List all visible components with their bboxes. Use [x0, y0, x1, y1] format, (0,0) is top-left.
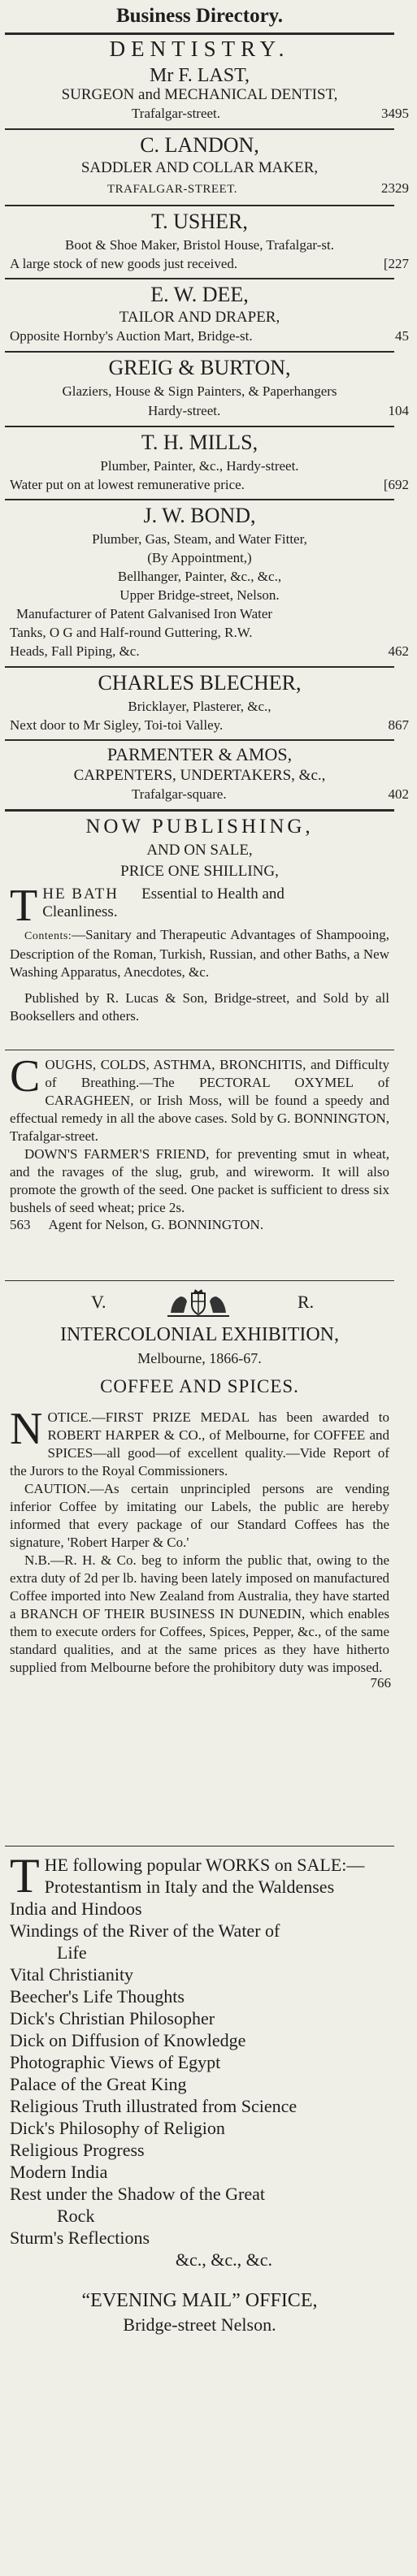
greig-line1: Glaziers, House & Sign Painters, & Paperhangers	[62, 383, 337, 399]
greig-address: Hardy-street.	[148, 403, 221, 418]
royal-coat-of-arms-icon	[159, 1287, 237, 1319]
coffee-heading: COFFEE AND SPICES.	[100, 1376, 299, 1396]
coughs-para1: OUGHS, COLDS, ASTHMA, BRONCHITIS, and Difficulty of Breathing.—The PECTORAL OXYMEL of CARAGHEEN, or Irish Moss, will be found a speedy and effectual remedy in all the above cases. Sold by G. BONNINGTON, Trafalgar-street.	[10, 1057, 389, 1144]
greig-ref: 104	[388, 403, 409, 418]
bond-line7-row	[0, 643, 417, 660]
rule-3	[5, 278, 394, 279]
bond-line1: Plumber, Gas, Steam, and Water Fitter,	[92, 531, 307, 547]
works-item: Dick on Diffusion of Knowledge	[10, 2030, 246, 2050]
coughs-ref: 563	[10, 1217, 31, 1232]
works-item: Modern India	[10, 2162, 108, 2182]
works-item: Religious Truth illustrated from Science	[10, 2096, 298, 2116]
works-office: “EVENING MAIL” OFFICE,	[81, 2290, 318, 2311]
dee-address-row	[0, 328, 417, 344]
bath-publishing: NOW PUBLISHING,	[85, 816, 314, 838]
rule-1	[5, 128, 394, 130]
bond-line2: (By Appointment,)	[147, 550, 252, 565]
works-item: Dick's Christian Philosopher	[10, 2008, 215, 2028]
bond-line6: Tanks, O G and Half-round Guttering, R.W.	[10, 625, 253, 640]
parmenter-address-row	[0, 786, 417, 803]
parmenter-ref: 402	[388, 786, 409, 802]
dentist-name: Mr F. LAST,	[150, 65, 250, 86]
parmenter-occupation: CARPENTERS, UNDERTAKERS, &c.,	[73, 767, 326, 784]
coffee-ref: 766	[370, 1675, 391, 1691]
bond-line7: Heads, Fall Piping, &c.	[10, 643, 140, 659]
works-advert	[0, 1849, 399, 2336]
mills-ref: [692	[383, 477, 409, 492]
exhibition-title: INTERCOLONIAL EXHIBITION,	[59, 1324, 340, 1345]
coughs-advert	[0, 1051, 399, 1233]
exhibition-place: Melbourne, 1866-67.	[137, 1350, 262, 1366]
bath-title-cont: Cleanliness.	[42, 903, 118, 920]
bond-name: J. W. BOND,	[143, 504, 256, 527]
usher-ref: [227	[383, 256, 409, 271]
mills-line2: Water put on at lowest remunerative price.	[10, 477, 245, 492]
dentist-address-row	[0, 106, 417, 122]
bath-advert	[0, 881, 399, 1025]
parmenter-name: PARMENTER & AMOS,	[106, 744, 293, 764]
mills-name: T. H. MILLS,	[141, 431, 258, 454]
bond-line4: Upper Bridge-street, Nelson.	[119, 587, 280, 603]
usher-line1: Boot & Shoe Maker, Bristol House, Trafalgar-st.	[65, 237, 334, 253]
dee-name: E. W. DEE,	[150, 283, 249, 306]
bath-title-rest: Essential to Health and	[141, 885, 285, 903]
rule-8	[5, 739, 394, 741]
coffee-nb: N.B.—R. H. & Co. beg to inform the public that, owing to the extra duty of 2d per lb. having been lately imposed on manufactured Coffee imported into New Zealand from Australia, they have started a BRANCH OF THEIR BUSINESS IN DUNEDIN, which enables them to execute orders for Coffees, Spices, Pepper, &c., of the same standard qualities, and at the same prices as they have hitherto supplied from Melbourne before the prohibitory duty was imposed.	[10, 1552, 389, 1675]
mills-line2-row	[0, 477, 417, 493]
dentist-occupation: SURGEON and MECHANICAL DENTIST,	[61, 86, 338, 103]
blecher-line1: Bricklayer, Plasterer, &c.,	[128, 699, 271, 714]
blecher-ref: 867	[388, 717, 409, 733]
dee-occupation: TAILOR AND DRAPER,	[119, 309, 280, 326]
coughs-para2: DOWN'S FARMER'S FRIEND, for preventing smut in wheat, and the ravages of the slug, grub, and wireworm. It will also promote the growth of the seed. One packet is sufficient to dress six bushels of seed wheat; price 2s.	[10, 1146, 389, 1215]
works-etc: &c., &c., &c.	[175, 2249, 273, 2270]
works-item: Protestantism in Italy and the Waldenses	[44, 1877, 335, 1897]
header-rule	[5, 32, 394, 35]
rule-4	[5, 351, 394, 353]
bath-title: HE BATH	[42, 885, 119, 903]
rule-5	[5, 426, 394, 427]
blecher-line2-row	[0, 717, 417, 734]
rule-2	[5, 205, 394, 206]
works-item: Palace of the Great King	[10, 2074, 187, 2094]
coughs-agent: Agent for Nelson, G. BONNINGTON.	[48, 1217, 264, 1232]
dentist-address: Trafalgar-street.	[132, 106, 221, 121]
crest-left: V.	[91, 1292, 106, 1312]
dentistry-heading: DENTISTRY.	[109, 37, 290, 61]
rule-7	[5, 666, 394, 668]
bond-line3: Bellhanger, Painter, &c., &c.,	[117, 569, 282, 584]
parmenter-address: Trafalgar-square.	[132, 786, 227, 802]
coffee-caution: CAUTION.—As certain unprincipled persons are vending inferior Coffee by imitating our Labels, the public are hereby informed that every package of our Standard Coffees has the signature, 'Robert Harper & Co.'	[10, 1481, 389, 1550]
works-item: Life	[57, 1942, 87, 1963]
works-item: Sturm's Reflections	[10, 2227, 150, 2248]
works-item: Rest under the Shadow of the Great	[10, 2184, 266, 2204]
blecher-name: CHARLES BLECHER,	[98, 671, 302, 695]
works-item: Vital Christianity	[10, 1964, 134, 1985]
works-list	[0, 1876, 399, 2249]
usher-name: T. USHER,	[151, 210, 248, 233]
rule-11	[5, 1280, 394, 1281]
crest-row	[0, 1287, 399, 1319]
works-item: Dick's Philosophy of Religion	[10, 2118, 225, 2138]
works-item: India and Hindoos	[10, 1898, 142, 1919]
bath-published: Published by R. Lucas & Son, Bridge-street, and Sold by all Booksellers and others.	[10, 990, 389, 1024]
rule-6	[5, 499, 394, 500]
dentist-ref: 3495	[381, 106, 409, 121]
coffee-notice: OTICE.—FIRST PRIZE MEDAL has been awarded to ROBERT HARPER & CO., of Melbourne, for COFFEE and SPICES—all good—of excellent quality.—Vide Report of the Jurors to the Royal Commissioners.	[10, 1409, 389, 1478]
bond-line5: Manufacturer of Patent Galvanised Iron Water	[16, 606, 273, 621]
usher-line2: A large stock of new goods just received.	[10, 256, 238, 271]
bath-price: PRICE ONE SHILLING,	[120, 863, 279, 880]
bath-on-sale: AND ON SALE,	[146, 842, 253, 859]
greig-address-row	[0, 403, 417, 419]
coughs-dropcap: C	[10, 1051, 41, 1102]
landon-name: C. LANDON,	[140, 133, 259, 157]
usher-line2-row	[0, 256, 417, 272]
works-dropcap: T	[10, 1849, 40, 1903]
rule-9	[5, 809, 394, 812]
landon-address-row	[0, 180, 417, 197]
blecher-line2: Next door to Mr Sigley, Toi-toi Valley.	[10, 717, 224, 733]
works-item: Rock	[57, 2206, 95, 2226]
bath-dropcap: T	[10, 881, 38, 931]
works-intro: HE following popular WORKS on SALE:—	[44, 1855, 365, 1875]
dee-ref: 45	[395, 328, 409, 344]
landon-ref: 2329	[381, 180, 409, 196]
works-address: Bridge-street Nelson.	[123, 2314, 276, 2335]
coffee-ref-row	[0, 1675, 399, 1691]
works-item: Religious Progress	[10, 2140, 145, 2160]
works-item: Windings of the River of the Water of	[10, 1920, 280, 1941]
coffee-dropcap: N	[10, 1404, 43, 1454]
greig-name: GREIG & BURTON,	[108, 356, 291, 379]
bath-contents: —Sanitary and Therapeutic Advantages of Shampooing, Description of the Roman, Turkish, Russian, and other Baths, a New Washing Apparatus, Anecdotes, &c.	[10, 927, 389, 980]
coughs-agent-row	[0, 1217, 399, 1233]
coffee-advert	[0, 1404, 399, 1691]
dee-address: Opposite Hornby's Auction Mart, Bridge-st.	[10, 328, 253, 344]
landon-address: TRAFALGAR-STREET.	[107, 183, 238, 196]
works-item: Photographic Views of Egypt	[10, 2052, 221, 2072]
bond-ref: 462	[388, 643, 409, 659]
directory-title: Business Directory.	[115, 5, 284, 27]
crest-right: R.	[298, 1292, 315, 1312]
works-item: Beecher's Life Thoughts	[10, 1986, 185, 2007]
landon-occupation: SADDLER AND COLLAR MAKER,	[80, 159, 319, 176]
bath-contents-label: Contents:	[24, 930, 72, 942]
mills-line1: Plumber, Painter, &c., Hardy-street.	[100, 458, 299, 474]
